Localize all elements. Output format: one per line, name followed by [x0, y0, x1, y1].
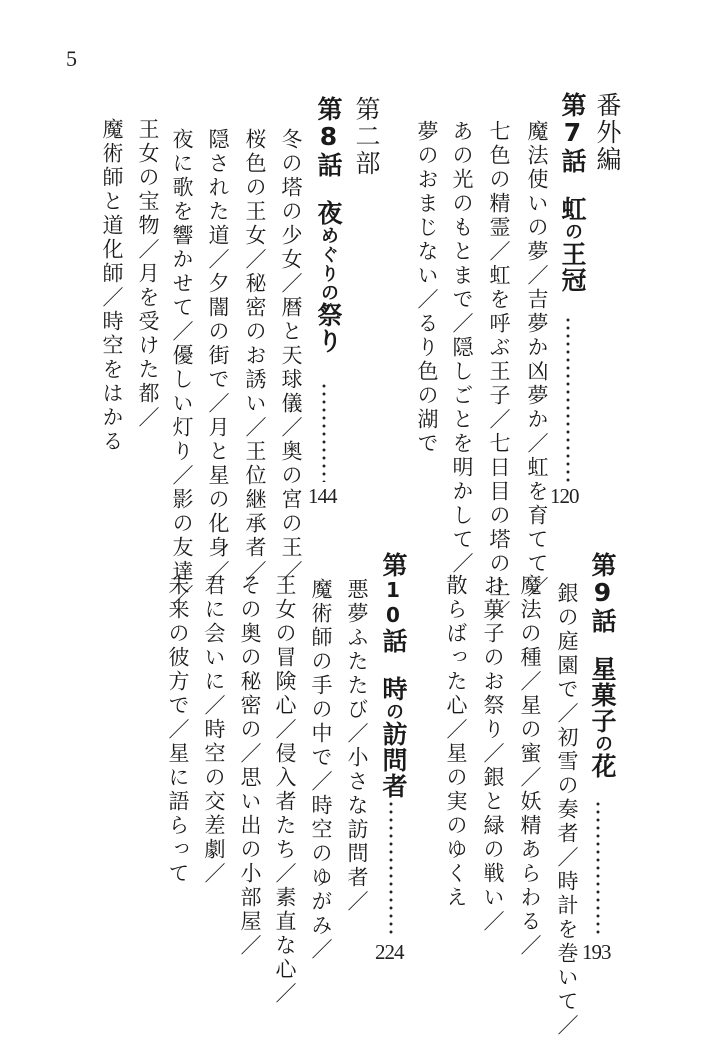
toc-entry-line: 散らばった心／星の実のゆくえ [444, 574, 468, 910]
toc-entry-line: 悪夢ふたたび／小さな訪問者／ [345, 578, 369, 914]
chapter-8-heading: 第8話夜めぐりの祭り [314, 96, 343, 354]
page-ref-120: 120 [550, 484, 579, 508]
chapter-title: 時 [379, 676, 408, 702]
toc-entry-line: 冬の塔の少女／暦と天球儀／奥の宮の王／ [279, 128, 303, 584]
chapter-7-heading: 第7話虹の王冠 [558, 92, 587, 293]
page-ref-144: 144 [308, 484, 337, 508]
part-heading-extra: 番外編 [593, 92, 622, 173]
chapter-title: 星菓子 [588, 656, 617, 734]
toc-entry-line: 七色の精霊／虹を呼ぶ王子／七日目の塔の上／ [487, 120, 511, 624]
chapter-9-heading: 第9話星菓子の花 [588, 552, 617, 779]
toc-entry-line: 夢のおまじない／るり色の湖で [415, 120, 439, 456]
toc-entry-line: 君に会いに／時空の交差劇／ [202, 574, 226, 886]
toc-entry-line: 隠された道／夕闇の街で／月と星の化身／ [206, 128, 230, 584]
chapter-10-heading: 第10話時の訪問者 [379, 552, 408, 799]
chapter-prefix: 第 [558, 92, 587, 118]
dot-leader [566, 316, 570, 482]
chapter-number: 7 [558, 118, 587, 148]
chapter-title: 虹 [558, 196, 587, 222]
page-number: 5 [66, 46, 77, 71]
part-heading-two: 第二部 [352, 96, 381, 177]
toc-entry-line: 魔術師の手の中で／時空のゆがみ／ [309, 578, 333, 962]
toc-entry-line: 王女の冒険心／侵入者たち／素直な心／ [273, 574, 297, 1006]
toc-entry-line: 魔術師と道化師／時空をはかる [100, 118, 124, 454]
toc-entry-line: 未来の彼方で／星に語らって [166, 574, 190, 886]
toc-entry-line: お菓子のお祭り／銀と緑の戦い／ [481, 574, 505, 934]
toc-entry-line: 銀の庭園で／初雪の奏者／時計を巻いて／ [555, 582, 579, 1038]
dot-leader [389, 800, 393, 936]
toc-entry-line: 王女の宝物／月を受けた都／ [136, 118, 160, 430]
toc-entry-line: その奥の秘密の／思い出の小部屋／ [238, 574, 262, 958]
toc-entry-line: 夜に歌を響かせて／優しい灯り／影の友達／ [170, 128, 194, 608]
chapter-title: 夜 [314, 200, 343, 226]
toc-entry-line: 魔法の種／星の蜜／妖精あらわる／ [518, 574, 542, 958]
toc-entry-line: 桜色の王女／秘密のお誘い／王位継承者／ [243, 128, 267, 584]
dot-leader [596, 800, 600, 936]
chapter-suffix: 話 [558, 148, 587, 174]
page-ref-193: 193 [582, 940, 611, 964]
page-ref-224: 224 [375, 940, 404, 964]
toc-entry-line: 魔法使いの夢／吉夢か凶夢か／虹を育てて／ [525, 120, 549, 600]
toc-entry-line: あの光のもとまで／隠しごとを明かして／ [450, 120, 474, 576]
dot-leader [322, 382, 326, 482]
